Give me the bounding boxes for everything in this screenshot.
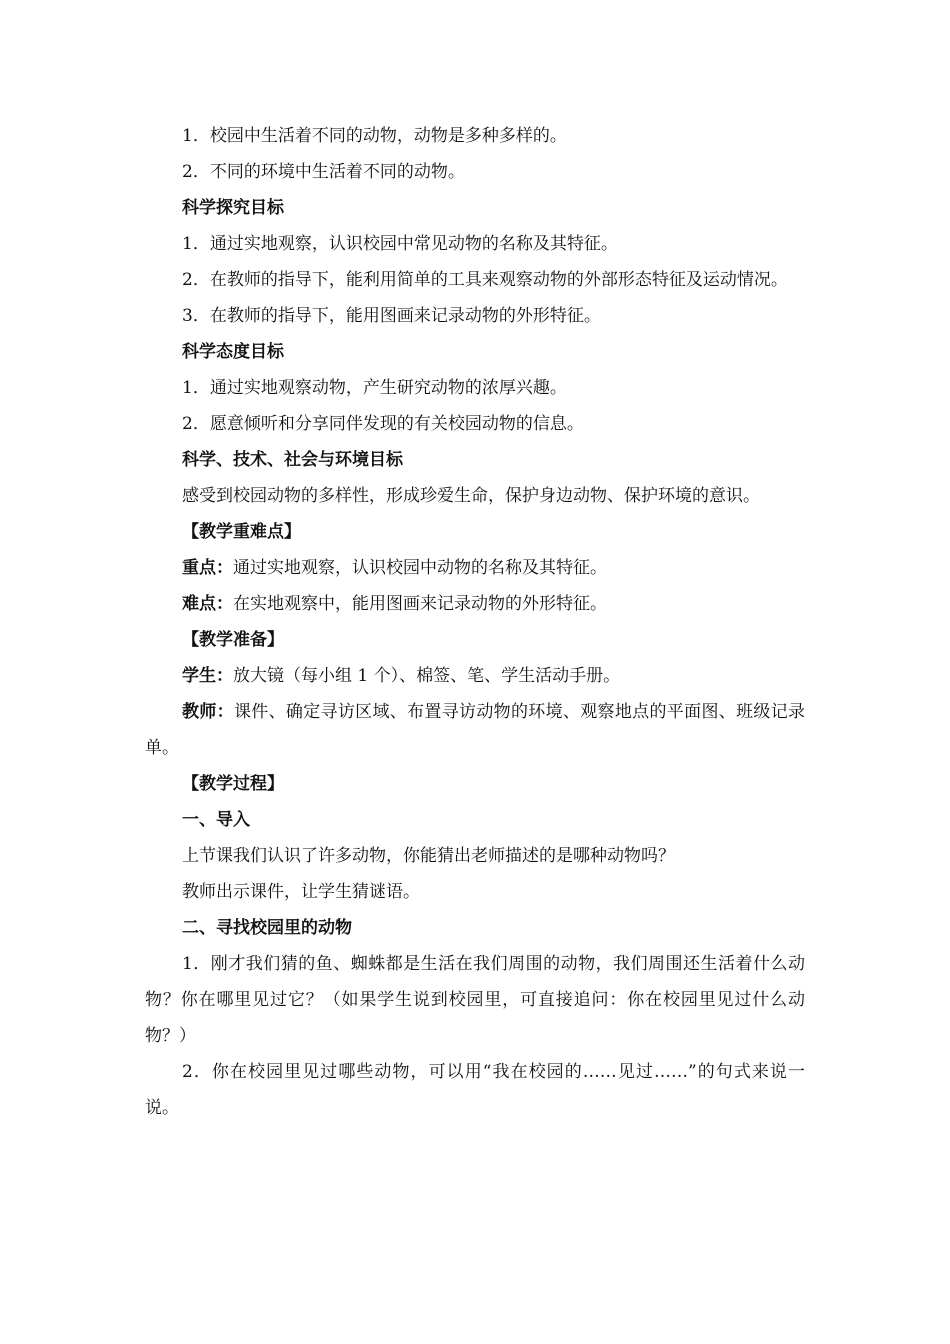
introduction-heading: 一、导入 [182,810,250,830]
teacher-preparation [145,694,805,766]
inquiry-goal-1: 1．通过实地观察，认识校园中常见动物的名称及其特征。 [182,234,618,254]
key-difficult-points-heading: 【教学重难点】 [182,522,301,542]
find-animals-heading: 二、寻找校园里的动物 [182,918,352,938]
teaching-process-heading: 【教学过程】 [182,774,284,794]
inquiry-goal-2: 2．在教师的指导下，能利用简单的工具来观察动物的外部形态特征及运动情况。 [182,270,788,290]
preparation-heading: 【教学准备】 [182,630,284,650]
knowledge-goal-2: 2．不同的环境中生活着不同的动物。 [182,162,465,182]
student-preparation [145,658,805,694]
key-point-label: 重点： [182,558,233,578]
attitude-goals-heading: 科学态度目标 [182,342,284,362]
teacher-preparation-label: 教师： [182,702,234,722]
inquiry-goal-3: 3．在教师的指导下，能用图画来记录动物的外形特征。 [182,306,601,326]
student-preparation-text: 放大镜（每小组 1 个）、棉签、笔、学生活动手册。 [233,666,621,686]
find-animals-paragraph-2: 2．你在校园里见过哪些动物，可以用“我在校园的……见过……”的句式来说一说。 [145,1062,805,1118]
difficult-point [145,586,805,622]
teacher-preparation-text: 课件、确定寻访区域、布置寻访动物的环境、观察地点的平面图、班级记录单。 [145,702,806,758]
attitude-goal-1: 1．通过实地观察动物，产生研究动物的浓厚兴趣。 [182,378,567,398]
stse-goal-text: 感受到校园动物的多样性，形成珍爱生命，保护身边动物、保护环境的意识。 [182,486,760,506]
stse-goals-heading: 科学、技术、社会与环境目标 [182,450,403,470]
lesson-plan-body [145,118,805,1126]
knowledge-goal-1: 1．校园中生活着不同的动物，动物是多种多样的。 [182,126,567,146]
inquiry-goals-heading: 科学探究目标 [182,198,284,218]
difficult-point-label: 难点： [182,594,233,614]
student-preparation-label: 学生： [182,666,233,686]
introduction-paragraph-2: 教师出示课件，让学生猜谜语。 [182,882,420,902]
key-point-text: 通过实地观察，认识校园中动物的名称及其特征。 [233,558,607,578]
find-animals-paragraph-1: 1．刚才我们猜的鱼、蜘蛛都是生活在我们周围的动物，我们周围还生活着什么动物？你在哪里见过它？（如果学生说到校园里，可直接追问：你在校园里见过什么动物？） [145,954,805,1046]
introduction-paragraph-1: 上节课我们认识了许多动物，你能猜出老师描述的是哪种动物吗？ [182,846,675,866]
attitude-goal-2: 2．愿意倾听和分享同伴发现的有关校园动物的信息。 [182,414,584,434]
difficult-point-text: 在实地观察中，能用图画来记录动物的外形特征。 [233,594,607,614]
key-point [145,550,805,586]
